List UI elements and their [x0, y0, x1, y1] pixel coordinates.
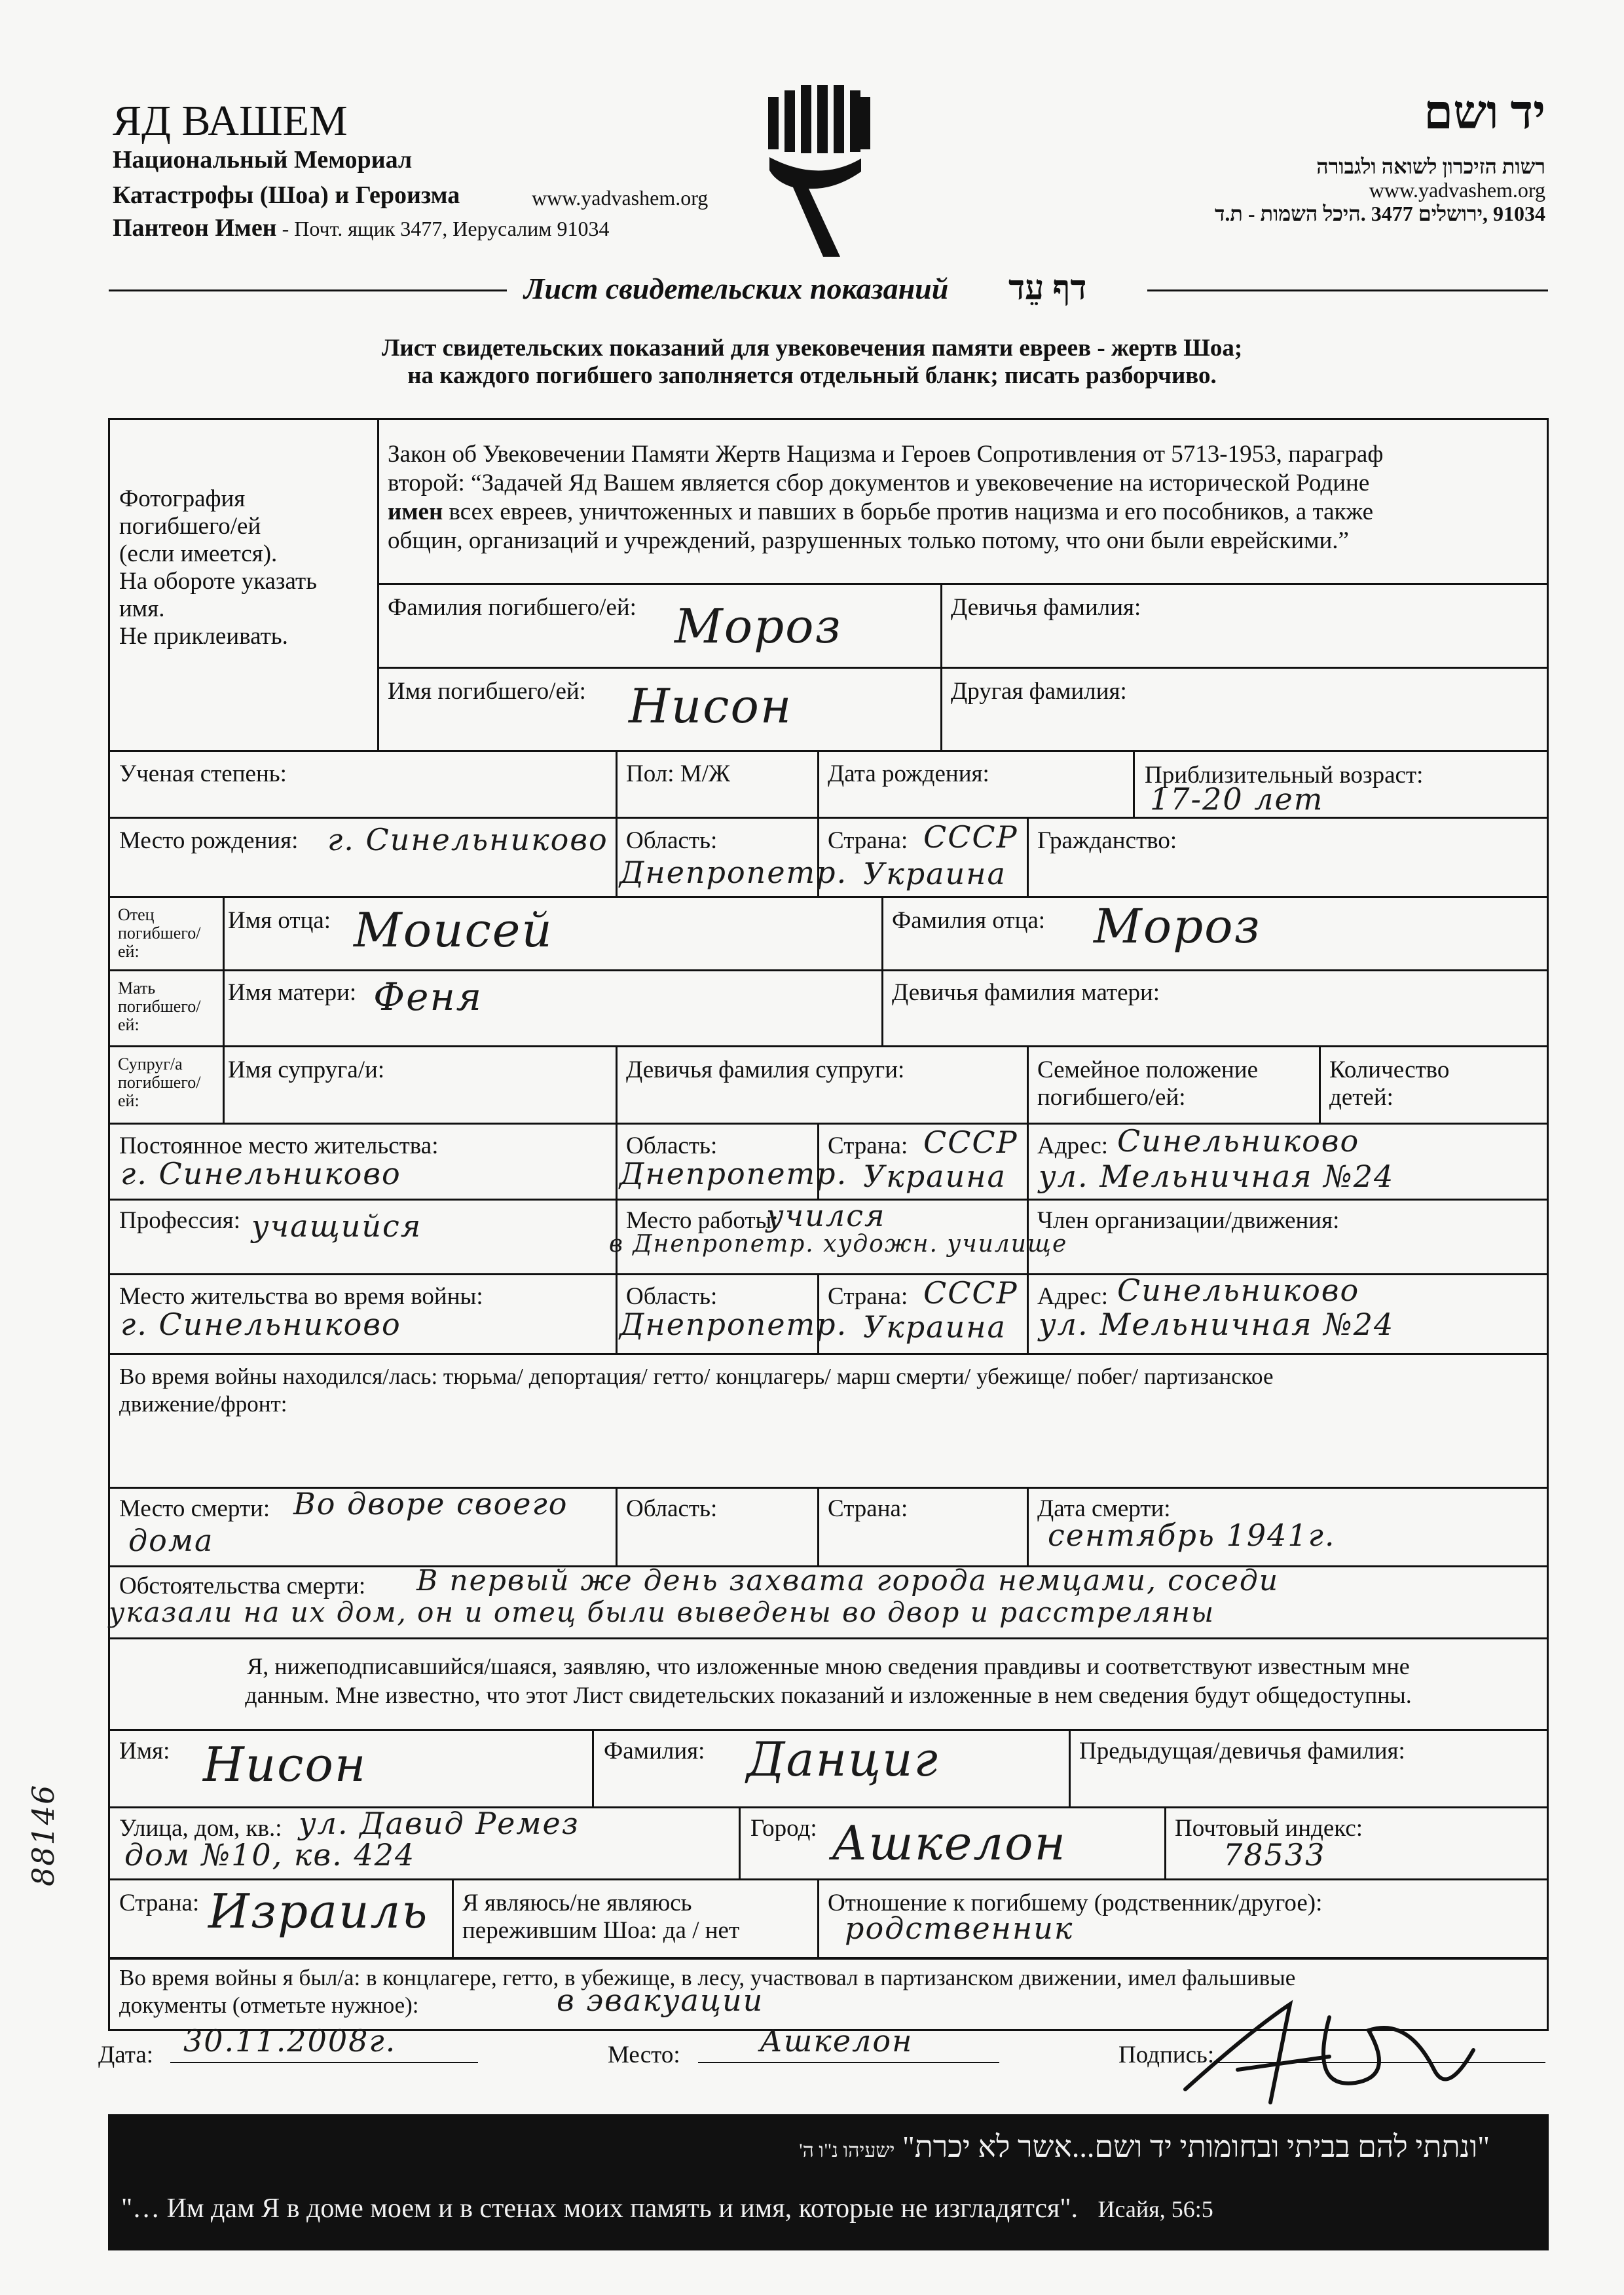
grid-line — [377, 583, 1548, 585]
sign-signature-label: Подпись: — [1118, 2042, 1215, 2068]
grid-line — [881, 896, 883, 1045]
residence-country-label: Страна: — [828, 1132, 908, 1159]
wartime-self-l1: Во время войны я был/а: в концлагере, гетто, в убежище, в лесу, участвовал в партизанском движении, имел фальшивые — [119, 1965, 1296, 1990]
birth-country-a[interactable]: СССР — [923, 819, 1018, 855]
grid-line — [1027, 1045, 1029, 1123]
law-l1: Закон об Увековечении Памяти Жертв Нацизма и Героев Сопротивления от 5713-1953, параграф — [388, 441, 1384, 468]
residence-country-b[interactable]: Украина — [863, 1159, 1006, 1194]
street-value-b[interactable]: дом №10, кв. 424 — [124, 1837, 416, 1873]
submitter-name-label: Имя: — [119, 1738, 170, 1764]
zip-label: Почтовый индекс: — [1175, 1815, 1363, 1842]
residence-region-label: Область: — [626, 1132, 718, 1159]
grid-line — [739, 1806, 741, 1878]
org-line2: Катастрофы (Шоа) и Героизма — [113, 181, 460, 209]
during-war-l1: Во время войны находился/лась: тюрьма/ депортация/ гетто/ концлагерь/ марш смерти/ убежище/ побег/ партизанское — [119, 1364, 1274, 1389]
wartime-country-label: Страна: — [828, 1283, 908, 1310]
sign-place[interactable]: Ашкелон — [760, 2023, 913, 2059]
spouse-side-l2: погибшего/ — [118, 1073, 201, 1092]
he-line3: 91034 ,ירושלים 3477 .היכל השמות - ת.ד — [1215, 202, 1545, 225]
grid-line — [108, 750, 1549, 752]
father-surname[interactable]: Мороз — [1094, 899, 1261, 954]
birthplace-label: Место рождения: — [119, 827, 299, 854]
title-rule-left — [109, 289, 507, 291]
birth-country-label: Страна: — [828, 827, 908, 854]
children-label-1: Количество — [1329, 1056, 1450, 1083]
victim-name-label: Имя погибшего/ей: — [388, 678, 586, 705]
photo-l2: погибшего/ей — [119, 513, 261, 540]
grid-line — [616, 750, 618, 817]
citizenship-label: Гражданство: — [1037, 827, 1177, 854]
footer-ru-quote: "… Им дам Я в доме моем и в стенах моих память и имя, которые не изгладятся". — [121, 2193, 1078, 2224]
marital-label-2: погибшего/ей: — [1037, 1084, 1186, 1111]
org-member-label: Член организации/движения: — [1037, 1207, 1340, 1234]
sign-place-label: Место: — [608, 2042, 680, 2068]
father-side-l2: погибшего/ — [118, 924, 201, 942]
victim-maiden-label: Девичья фамилия: — [951, 594, 1141, 621]
handwritten-signature-icon — [1172, 1991, 1486, 2116]
grid-line — [1319, 1045, 1321, 1123]
law-l4: общин, организаций и учреждений, разрушенных только потому, что они были еврейскими.” — [388, 527, 1349, 554]
grid-line — [940, 583, 942, 751]
death-date-label: Дата смерти: — [1037, 1495, 1171, 1522]
sign-place-underline — [698, 2062, 999, 2063]
grid-line — [108, 1637, 1549, 1639]
law-l3-rest: всех евреев, уничтоженных и павших в борьбе против нацизма и его пособников, а также — [443, 498, 1373, 525]
victim-name[interactable]: Нисон — [629, 679, 793, 734]
city-label: Город: — [750, 1815, 817, 1842]
residence-region[interactable]: Днепропетр. — [619, 1156, 848, 1191]
sign-date-label: Дата: — [98, 2042, 154, 2068]
marital-label-1: Семейное положение — [1037, 1056, 1258, 1083]
grid-line — [108, 817, 1549, 819]
spouse-side-l3: ей: — [118, 1091, 139, 1110]
submitter-name[interactable]: Нисон — [203, 1737, 367, 1792]
form-title-ru: Лист свидетельских показаний — [524, 272, 949, 305]
photo-l6: Не приклеивать. — [119, 623, 288, 650]
spouse-side-l1: Супруг/а — [118, 1054, 183, 1073]
grid-line — [108, 1729, 1549, 1731]
grid-line — [108, 418, 110, 2029]
residence-value[interactable]: г. Синельниково — [120, 1156, 401, 1191]
mother-maiden-label: Девичья фамилия матери: — [892, 979, 1160, 1006]
org-line3-bold: Пантеон Имен — [113, 214, 277, 242]
he-website: www.yadvashem.org — [1369, 178, 1545, 202]
grid-line — [108, 1957, 1549, 1960]
declaration-l2: данным. Мне известно, что этот Лист свидетельских показаний и изложенные в нем сведения будут общедоступны. — [245, 1682, 1412, 1708]
photo-l4: На обороте указать — [119, 568, 318, 595]
death-region-label: Область: — [626, 1495, 718, 1522]
law-l3-bold: имен — [388, 498, 443, 525]
wartime-region[interactable]: Днепропетр. — [619, 1307, 848, 1342]
grid-line — [616, 1487, 618, 1565]
profession-label: Профессия: — [119, 1207, 240, 1234]
residence-label: Постоянное место жительства: — [119, 1132, 439, 1159]
father-surname-label: Фамилия отца: — [892, 907, 1046, 934]
grid-line — [817, 1487, 819, 1565]
website: www.yadvashem.org — [532, 186, 709, 210]
law-l3 — [388, 498, 1373, 527]
wartime-country-b[interactable]: Украина — [863, 1309, 1006, 1345]
photo-l3: (если имеется). — [119, 540, 278, 567]
father-name-label: Имя отца: — [228, 907, 331, 934]
victim-surname[interactable]: Мороз — [674, 599, 842, 654]
zip-value[interactable]: 78533 — [1223, 1837, 1326, 1873]
grid-line — [377, 667, 1548, 669]
menorah-logo-icon — [763, 85, 876, 257]
wartime-label: Место жительства во время войны: — [119, 1283, 483, 1310]
grid-line — [616, 817, 618, 896]
footer-banner — [108, 2114, 1549, 2250]
death-place-label: Место смерти: — [119, 1495, 270, 1522]
work-label: Место работы: — [626, 1207, 779, 1234]
org-line3 — [113, 214, 610, 243]
death-place-a[interactable]: Во дворе своего — [293, 1486, 568, 1521]
wartime-address-b[interactable]: ул. Мельничная №24 — [1039, 1307, 1395, 1342]
grid-line — [108, 969, 1549, 971]
margin-number: 88146 — [26, 1783, 61, 1886]
wartime-region-label: Область: — [626, 1283, 718, 1310]
residence-address-b[interactable]: ул. Мельничная №24 — [1039, 1159, 1395, 1194]
mother-side-l1: Мать — [118, 979, 156, 998]
street-label: Улица, дом, кв.: — [119, 1815, 282, 1842]
work-value-b[interactable]: в Днепропетр. художн. училище — [609, 1231, 1068, 1258]
mother-side-l3: ей: — [118, 1015, 139, 1034]
relation-label: Отношение к погибшему (родственник/другое): — [828, 1890, 1323, 1916]
death-circ-b[interactable]: указали на их дом, он и отец были выведены во двор и расстреляны — [109, 1596, 1215, 1628]
mother-name-label: Имя матери: — [228, 979, 357, 1006]
org-address: - Почт. ящик 3477, Иерусалим 91034 — [276, 217, 610, 240]
declaration-l1: Я, нижеподписавшийся/шаяся, заявляю, что изложенные мною сведения правдивы и соответствуют известным мне — [247, 1653, 1410, 1679]
submitter-surname[interactable]: Данциг — [747, 1732, 939, 1787]
residence-address-label: Адрес: — [1037, 1132, 1109, 1159]
relation-value[interactable]: родственник — [845, 1911, 1074, 1946]
mother-side-l2: погибшего/ — [118, 997, 201, 1016]
death-circ-label: Обстоятельства смерти: — [119, 1573, 366, 1599]
org-line1: Национальный Мемориал — [113, 146, 413, 174]
law-l2: второй: “Задачей Яд Вашем является сбор документов и увековечение на исторической Родине — [388, 470, 1370, 496]
death-circ-a[interactable]: В первый же день захвата города немцами, соседи — [416, 1564, 1280, 1597]
grid-line — [592, 1729, 594, 1806]
city-value[interactable]: Ашкелон — [832, 1816, 1067, 1871]
age-label: Приблизительный возраст: — [1145, 762, 1424, 789]
residence-country-a[interactable]: СССР — [923, 1125, 1018, 1160]
grid-line — [108, 1353, 1549, 1355]
footer-he-ref: ישעיהו נ"ו ה' — [799, 2140, 895, 2161]
dob-label: Дата рождения: — [828, 760, 989, 787]
during-war-l2: движение/фронт: — [119, 1391, 287, 1417]
birth-country-b[interactable]: Украина — [863, 856, 1006, 891]
intro-line2: на каждого погибшего заполняется отдельный бланк; писать разборчиво. — [407, 362, 1217, 389]
grid-line — [108, 1045, 1549, 1047]
sign-date-underline — [170, 2062, 478, 2063]
father-side-l1: Отец — [118, 905, 155, 924]
age-value[interactable]: 17-20 лет — [1150, 781, 1324, 817]
submitter-surname-label: Фамилия: — [604, 1738, 705, 1764]
grid-line — [108, 896, 1549, 898]
grid-line — [817, 1878, 819, 1957]
victim-other-surname-label: Другая фамилия: — [951, 678, 1127, 705]
footer-ru — [121, 2192, 1213, 2226]
grid-line — [616, 1045, 618, 1123]
grid-line — [108, 418, 1549, 420]
grid-line — [1133, 750, 1135, 817]
grid-line — [452, 1878, 454, 1957]
intro-line1: Лист свидетельских показаний для увековечения памяти евреев - жертв Шоа; — [381, 335, 1243, 362]
mother-name[interactable]: Феня — [373, 975, 483, 1019]
survivor-l1: Я являюсь/не являюсь — [462, 1890, 692, 1916]
spouse-name-label: Имя супруга/и: — [228, 1056, 385, 1083]
photo-l1: Фотография — [119, 485, 246, 512]
residence-address-a[interactable]: Синельниково — [1117, 1123, 1360, 1159]
footer-he-quote: "ונתתי להם בביתי ובחומותי יד ושם...אשר לא יכרת" — [902, 2130, 1490, 2163]
work-value-a[interactable]: учился — [766, 1198, 886, 1233]
grid-line — [817, 750, 819, 817]
submitter-country[interactable]: Израиль — [208, 1884, 429, 1939]
grid-line — [1547, 418, 1549, 2029]
signature-mark — [1172, 1991, 1486, 2116]
grid-line — [1027, 817, 1029, 896]
wartime-country-a[interactable]: СССР — [923, 1275, 1018, 1311]
sign-date[interactable]: 30.11.2008г. — [183, 2023, 397, 2059]
death-date[interactable]: сентябрь 1941г. — [1048, 1518, 1336, 1553]
degree-label: Ученая степень: — [119, 760, 287, 787]
grid-line — [1069, 1729, 1071, 1806]
birthplace-value[interactable]: г. Синельниково — [327, 822, 608, 857]
birth-region-value[interactable]: Днепропетр. — [619, 855, 848, 890]
spouse-maiden-label: Девичья фамилия супруги: — [626, 1056, 905, 1083]
he-title: יד ושם — [1424, 86, 1545, 139]
grid-line — [108, 1878, 1549, 1880]
birth-region-label: Область: — [626, 827, 718, 854]
org-title: ЯД ВАШЕМ — [113, 97, 348, 145]
submitter-prev-label: Предыдущая/девичья фамилия: — [1079, 1738, 1405, 1764]
wartime-address-a[interactable]: Синельниково — [1117, 1273, 1360, 1308]
profession-value[interactable]: учащийся — [251, 1208, 422, 1244]
grid-line — [1027, 1487, 1029, 1565]
submitter-country-label: Страна: — [119, 1890, 200, 1916]
yad-vashem-logo — [763, 85, 876, 257]
father-side-l3: ей: — [118, 942, 139, 961]
father-name[interactable]: Моисей — [354, 903, 553, 958]
victim-surname-label: Фамилия погибшего/ей: — [388, 594, 637, 621]
wartime-address-label: Адрес: — [1037, 1283, 1109, 1310]
survivor-l2: пережившим Шоа: да / нет — [462, 1917, 740, 1944]
grid-line — [1164, 1806, 1166, 1878]
sex-label: Пол: М/Ж — [626, 760, 731, 787]
wartime-self-value[interactable]: в эвакуации — [557, 1983, 764, 2018]
wartime-value[interactable]: г. Синельниково — [120, 1307, 401, 1342]
wartime-self-l2: документы (отметьте нужное): — [119, 1992, 419, 2018]
footer-he — [799, 2129, 1490, 2169]
title-rule-right — [1147, 289, 1548, 291]
grid-line — [223, 896, 225, 1123]
photo-l5: имя. — [119, 595, 165, 622]
street-value-a[interactable]: ул. Давид Ремез — [299, 1806, 580, 1841]
footer-ru-ref: Исайя, 56:5 — [1098, 2196, 1213, 2222]
children-label-2: детей: — [1329, 1084, 1393, 1111]
death-country-label: Страна: — [828, 1495, 908, 1522]
form-title-he: דף עֵד — [1008, 270, 1087, 307]
death-place-b[interactable]: дома — [128, 1523, 214, 1558]
he-line1: רשות הזיכרון לשואה ולגבורה — [1316, 155, 1545, 178]
